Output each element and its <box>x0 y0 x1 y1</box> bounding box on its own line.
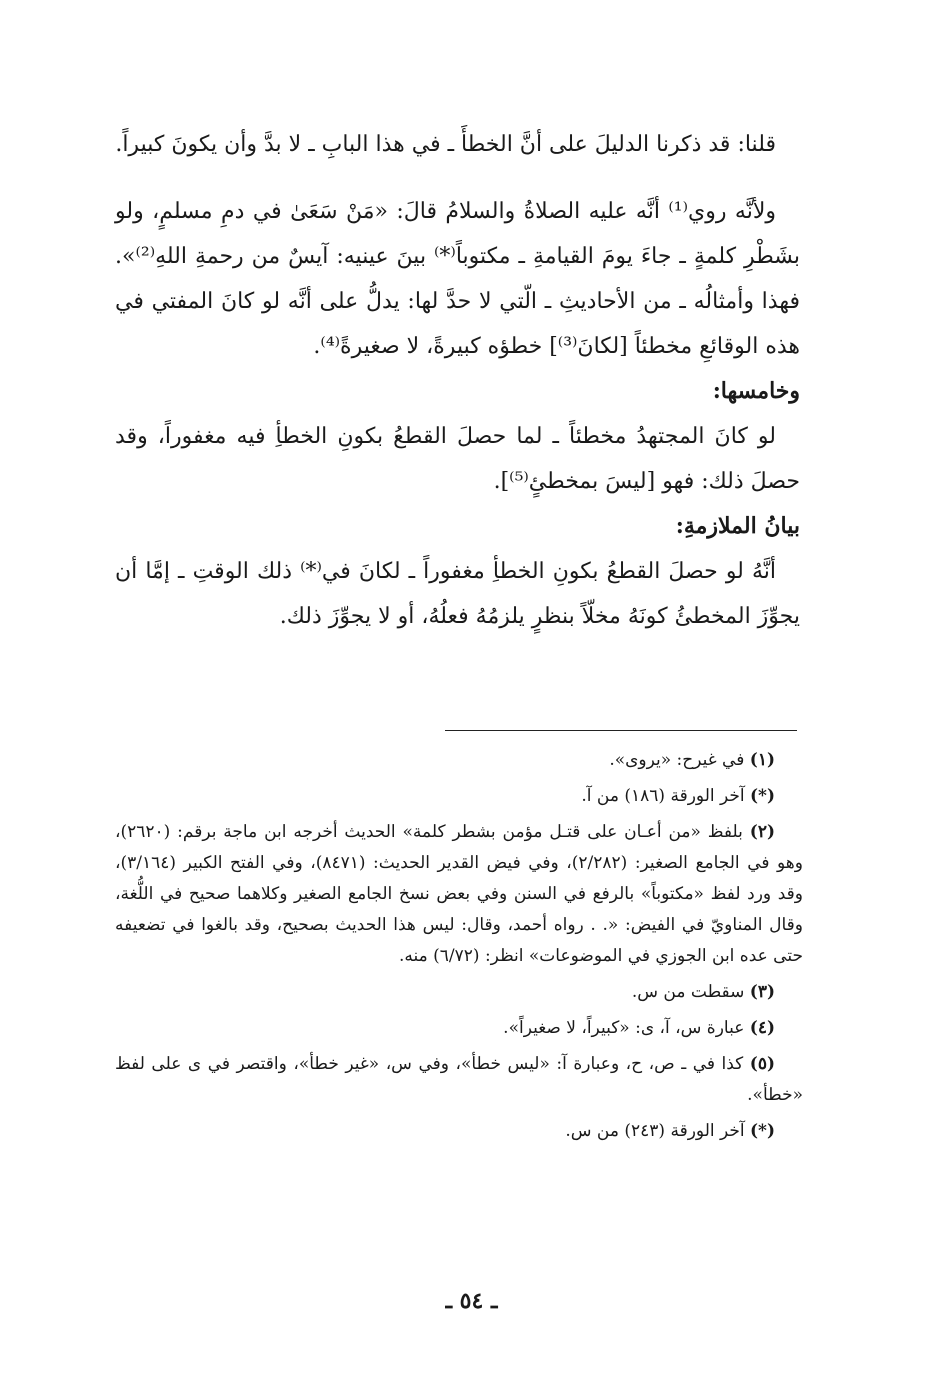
footnote <box>115 817 803 972</box>
footnote-number: (٣) <box>749 982 775 1002</box>
footnote <box>115 977 803 1008</box>
footnote-number: (*) <box>750 1121 775 1141</box>
footnote-text: آخر الورقة (٢٤٣) من س. <box>565 1121 745 1141</box>
footnote-number: (٢) <box>749 822 775 842</box>
footnotes <box>115 745 803 1152</box>
footnote-text: في غيرح: «يروى». <box>609 750 745 770</box>
heading-fifth: وخامسها: <box>712 378 800 404</box>
footnote <box>115 1013 803 1044</box>
footnote <box>115 1049 803 1111</box>
footnote-text: بلفظ «من أعـان على قتـل مؤمن بشطر كلمة» الحديث أخرجه ابن ماجة برقم: (٢٦٢٠)، وهو في الجامع الصغير: (٢/٢٨٢)، وفي فيض القدير الحديث: (٨٤٧١)، وفي الفتح الكبير (٣/١٦٤)، وقد ورد لفظ «مكتوباً» بالرفع في السنن وفي بعض نسخ الجامع الصغير وكلاهما صحيح في اللُّغة، وقال المناويّ في الفيض: «. . رواه أحمد، وقال: ليس هذا الحديث بصحيح، وقد بالغوا في تضعيفه حتى عده ابن الجوزي في الموضوعات» انظر: (٦/٧٢) منه. <box>115 822 803 966</box>
page-number: ـ ٥٤ ـ <box>445 1288 498 1314</box>
footnote-number: (٥) <box>749 1054 775 1074</box>
footnote-number: (٤) <box>749 1018 775 1038</box>
main-text <box>115 122 800 639</box>
footnote <box>115 781 803 812</box>
footnote-number: (*) <box>750 786 775 806</box>
footnote-text: سقطت من س. <box>631 982 745 1002</box>
footnote-text: كذا في ـ ص، ح، وعبارة آ: «ليس خطأ»، وفي س، «غير خطأ»، واقتصر في ى على لفظ «خطأ». <box>115 1054 803 1105</box>
paragraph-2: ولأنَّه روي⁽¹⁾ أنَّه عليه الصلاةُ والسلامُ قالَ: «مَنْ سَعَىٰ في دمِ مسلمٍ، ولو بشَطْرِ كلمةٍ ـ جاءَ يومَ القيامةِ ـ مكتوباً⁽*⁾ بينَ عينيه: آيسٌ من رحمةِ اللهِ⁽²⁾». فهذا وأمثالُه ـ من الأحاديثِ ـ الّتي لا حدَّ لها: يدلُّ على أنَّه لو كانَ المفتي في هذه الوقائعِ مخطئاً [لكانَ⁽³⁾] خطؤه كبيرةً، لا صغيرةً⁽⁴⁾. <box>115 199 800 359</box>
footnote-divider <box>445 730 797 731</box>
paragraph-3: لو كانَ المجتهدُ مخطئاً ـ لما حصلَ القطعُ بكونِ الخطأِ فيه مغفوراً، وقد حصلَ ذلك: فهو [ليسَ بمخطئٍ⁽⁵⁾]. <box>115 424 800 494</box>
footnote-number: (١) <box>749 750 775 770</box>
paragraph-4: أنَّهُ لو حصلَ القطعُ بكونِ الخطأِ مغفوراً ـ لكانَ في⁽*⁾ ذلك الوقتِ ـ إمَّا أن يجوِّزَ المخطئُ كونَهُ مخلّاً بنظرٍ يلزمُهُ فعلُهُ، أو لا يجوِّزَ ذلك. <box>115 559 800 629</box>
paragraph-1: قلنا: قد ذكرنا الدليلَ على أنَّ الخطأَ ـ في هذا البابِ ـ لا بدَّ وأن يكونَ كبيراً. <box>115 132 776 157</box>
heading-statement: بيانُ الملازمةِ: <box>675 513 800 539</box>
footnote-text: عبارة س، آ، ى: «كبيراً، لا صغيراً». <box>503 1018 745 1038</box>
footnote <box>115 1116 803 1147</box>
footnote <box>115 745 803 776</box>
footnote-text: آخر الورقة (١٨٦) من آ. <box>581 786 745 806</box>
